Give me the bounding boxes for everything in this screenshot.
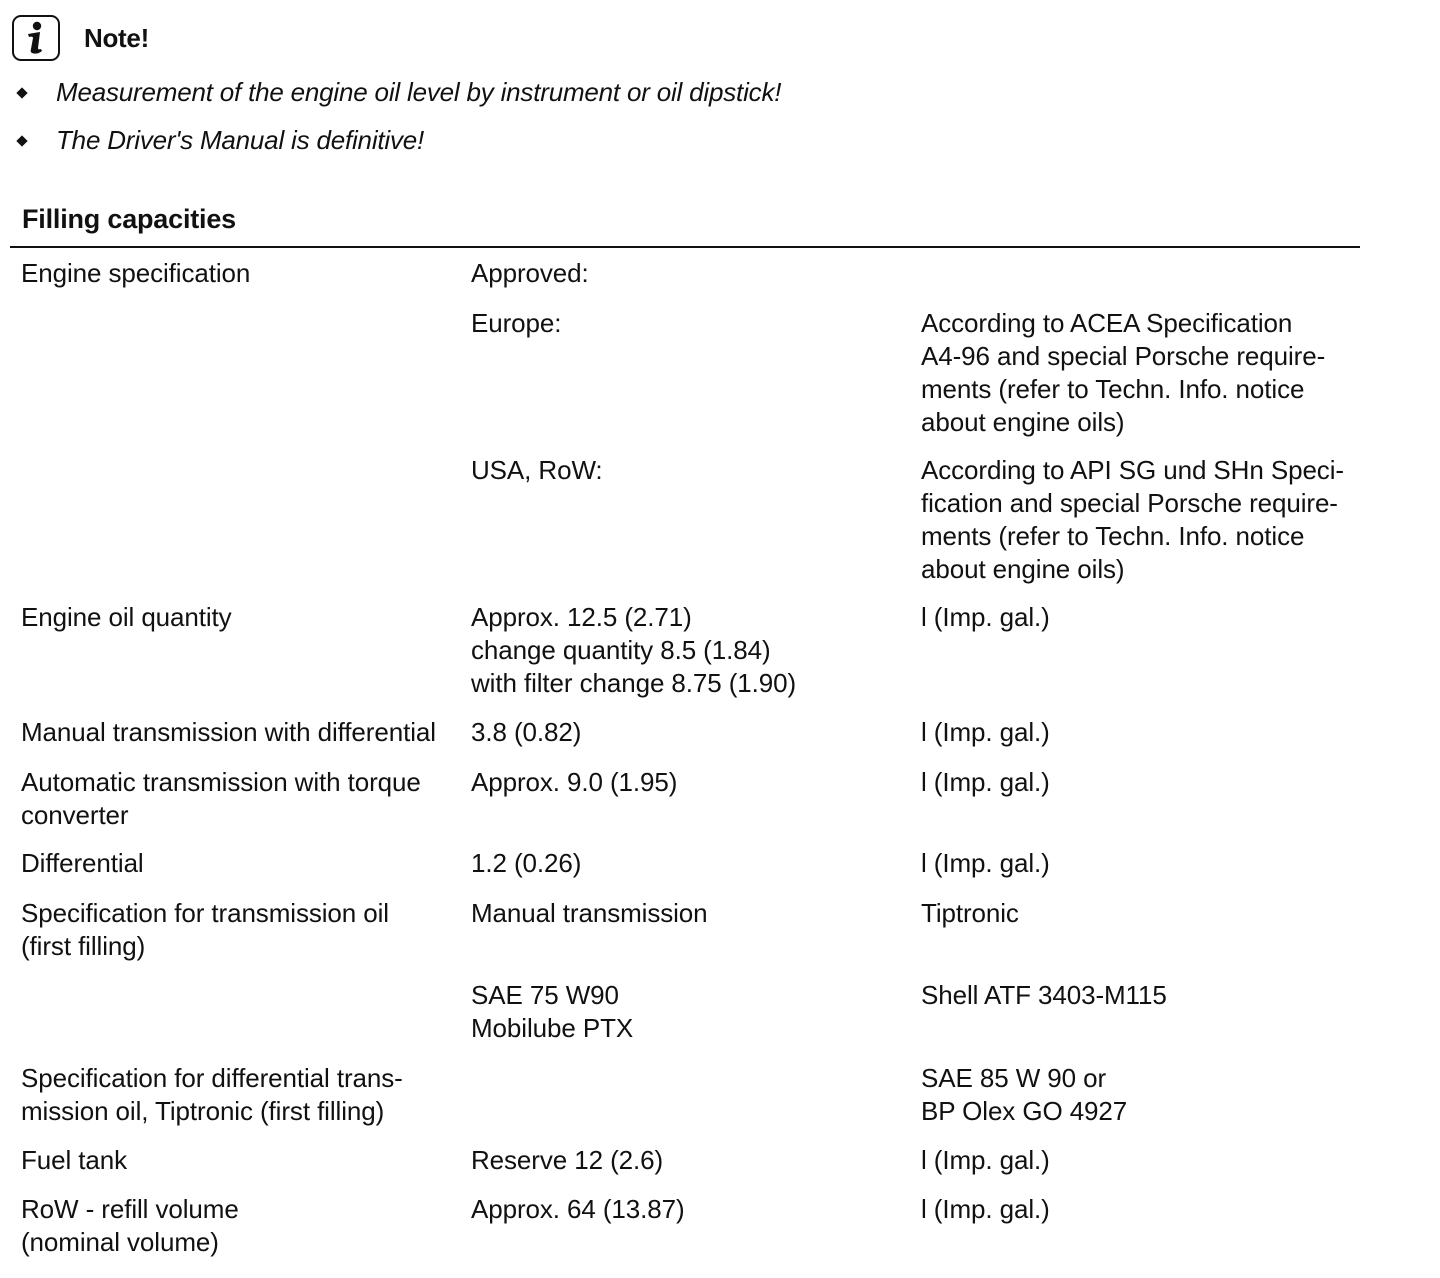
spec-label: Fuel tank <box>21 1145 128 1175</box>
spec-value: Approx. 64 (13.87) <box>471 1194 685 1224</box>
section-title: Filling capacities <box>22 204 236 234</box>
note-text: The Driver's Manual is definitive! <box>56 125 425 155</box>
spec-unit: l (Imp. gal.) <box>921 602 1050 632</box>
section-divider <box>10 246 1360 248</box>
bullet-diamond-icon <box>16 135 27 146</box>
spec-unit: l (Imp. gal.) <box>921 1194 1050 1224</box>
spec-label: Manual transmission with differential <box>21 717 436 747</box>
spec-note: Shell ATF 3403-M115 <box>921 980 1167 1010</box>
spec-unit: l (Imp. gal.) <box>921 848 1050 878</box>
spec-value: Reserve 12 (2.6) <box>471 1145 664 1175</box>
spec-note: Tiptronic <box>921 898 1019 928</box>
note-bullet <box>14 77 781 108</box>
spec-value: Europe: <box>471 308 562 338</box>
note-title: Note! <box>84 22 149 53</box>
spec-unit: l (Imp. gal.) <box>921 767 1050 797</box>
spec-value: Approx. 12.5 (2.71) change quantity 8.5 (1.84) with filter change 8.75 (1.90) <box>471 602 797 698</box>
spec-unit: l (Imp. gal.) <box>921 717 1050 747</box>
info-icon-glyph <box>23 21 49 55</box>
spec-label: Automatic transmission with torque converter <box>21 767 421 830</box>
bullet-diamond-icon <box>16 87 27 98</box>
spec-label: Differential <box>21 848 144 878</box>
note-bullet <box>14 125 424 156</box>
note-text: Measurement of the engine oil level by instrument or oil dipstick! <box>56 77 782 107</box>
spec-note: According to API SG und SHn Speci- fication and special Porsche require- ments (refer to Techn. Info. notice about engine oils) <box>921 455 1344 584</box>
spec-label: Engine oil quantity <box>21 602 232 632</box>
spec-label: RoW - refill volume (nominal volume) <box>21 1194 239 1257</box>
spec-value: 1.2 (0.26) <box>471 848 582 878</box>
info-icon <box>12 15 60 61</box>
spec-value: Manual transmission <box>471 898 708 928</box>
note-header <box>12 12 149 64</box>
spec-value: Approx. 9.0 (1.95) <box>471 767 678 797</box>
spec-value: USA, RoW: <box>471 455 603 485</box>
spec-value: 3.8 (0.82) <box>471 717 582 747</box>
spec-label: Specification for differential trans- mission oil, Tiptronic (first filling) <box>21 1063 403 1126</box>
spec-label: Specification for transmission oil (first filling) <box>21 898 389 961</box>
spec-value: Approved: <box>471 258 589 288</box>
spec-note: SAE 85 W 90 or BP Olex GO 4927 <box>921 1063 1128 1126</box>
spec-value: SAE 75 W90 Mobilube PTX <box>471 980 634 1043</box>
spec-note: According to ACEA Specification A4-96 and special Porsche require- ments (refer to Techn. Info. notice about engine oils) <box>921 308 1326 437</box>
spec-label: Engine specification <box>21 258 251 288</box>
spec-unit: l (Imp. gal.) <box>921 1145 1050 1175</box>
